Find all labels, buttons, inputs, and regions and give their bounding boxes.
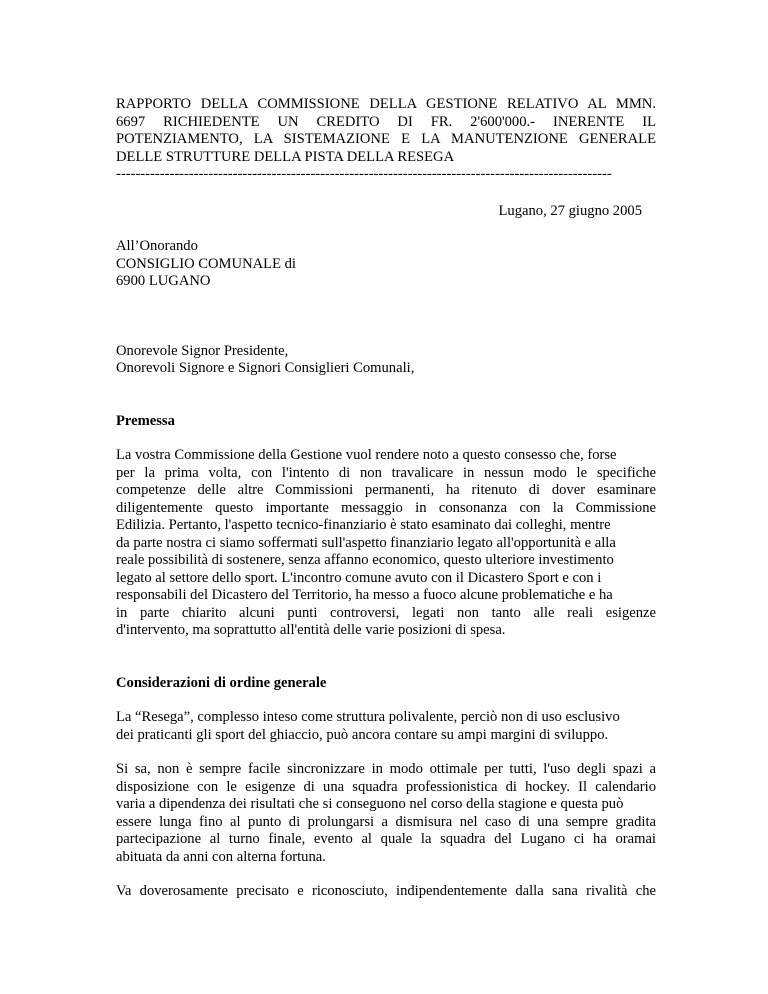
report-title — [116, 96, 656, 166]
title-line: POTENZIAMENTO, LA SISTEMAZIONE E LA MANUTENZIONE GENERALE — [116, 131, 656, 147]
salutation-line: Onorevoli Signore e Signori Consiglieri Comunali, — [116, 360, 415, 376]
paragraph-line: partecipazione al turno finale, evento al quale la squadra del Lugano ci ha oramai — [116, 831, 656, 847]
address-line: All’Onorando — [116, 238, 198, 254]
address-line: CONSIGLIO COMUNALE di — [116, 255, 296, 272]
section-heading-considerazioni: Considerazioni di ordine generale — [116, 674, 327, 691]
paragraph-calendario — [116, 761, 656, 866]
paragraph-line: essere lunga fino al punto di prolungarsi a dismisura nel caso di una sempre gradita — [116, 813, 656, 830]
paragraph-line: in parte chiarito alcuni punti controversi, legati non tanto alle reali esigenze — [116, 604, 656, 621]
paragraph-line: da parte nostra ci siamo soffermati sull'aspetto finanziario legato all'opportunità e alla — [116, 534, 616, 551]
title-line: 6697 RICHIEDENTE UN CREDITO DI FR. 2'600'000.- INERENTE IL — [116, 113, 656, 130]
paragraph-line: d'intervento, ma soprattutto all'entità delle varie posizioni di spesa. — [116, 622, 506, 638]
paragraph-line: La “Resega”, complesso inteso come struttura polivalente, perciò non di uso esclusivo — [116, 709, 620, 725]
paragraph-line: dei praticanti gli sport del ghiaccio, può ancora contare su ampi margini di sviluppo. — [116, 726, 609, 743]
separator-line: ------------------------------------------------------------------------------------------------------ — [116, 166, 612, 182]
document-date: Lugano, 27 giugno 2005 — [498, 202, 642, 219]
document-page — [116, 96, 656, 901]
paragraph-line: reale possibilità di sostenere, senza affanno economico, questo ulteriore investimento — [116, 552, 614, 568]
paragraph-line: competenze delle altre Commissioni permanenti, ha ritenuto di dover esaminare — [116, 482, 656, 498]
paragraph-line: diligentemente questo importante messaggio in consonanza con la Commissione — [116, 499, 656, 516]
section-heading-premessa: Premessa — [116, 412, 175, 429]
paragraph-line: Si sa, non è sempre facile sincronizzare in modo ottimale per tutti, l'uso degli spazi a — [116, 761, 656, 777]
paragraph-resega — [116, 709, 656, 744]
recipient-address — [116, 238, 656, 291]
paragraph-line: legato al settore dello sport. L'incontro comune avuto con il Dicastero Sport e con i — [116, 569, 602, 586]
paragraph-line: Va doverosamente precisato e riconosciuto, indipendentemente dalla sana rivalità che — [116, 883, 656, 899]
address-line: 6900 LUGANO — [116, 273, 211, 289]
paragraph-line: varia a dipendenza dei risultati che si conseguono nel corso della stagione e questa può — [116, 796, 624, 812]
paragraph-line: per la prima volta, con l'intento di non travalicare in nessun modo le specifiche — [116, 464, 656, 481]
title-line: RAPPORTO DELLA COMMISSIONE DELLA GESTIONE RELATIVO AL MMN. — [116, 96, 656, 112]
salutation — [116, 343, 656, 378]
paragraph-line: abituata da anni con alterna fortuna. — [116, 848, 326, 865]
salutation-line: Onorevole Signor Presidente, — [116, 342, 289, 359]
paragraph-rivalita — [116, 883, 656, 901]
paragraph-line: Edilizia. Pertanto, l'aspetto tecnico-finanziario è stato esaminato dai colleghi, mentre — [116, 517, 611, 533]
paragraph-line: disposizione con le esigenze di una squadra professionistica di hockey. Il calendario — [116, 778, 656, 795]
title-line: DELLE STRUTTURE DELLA PISTA DELLA RESEGA — [116, 148, 455, 165]
paragraph-line: La vostra Commissione della Gestione vuol rendere noto a questo consesso che, forse — [116, 447, 617, 463]
paragraph-line: responsabili del Dicastero del Territorio, ha messo a fuoco alcune problematiche e ha — [116, 587, 613, 603]
paragraph-premessa — [116, 447, 656, 640]
